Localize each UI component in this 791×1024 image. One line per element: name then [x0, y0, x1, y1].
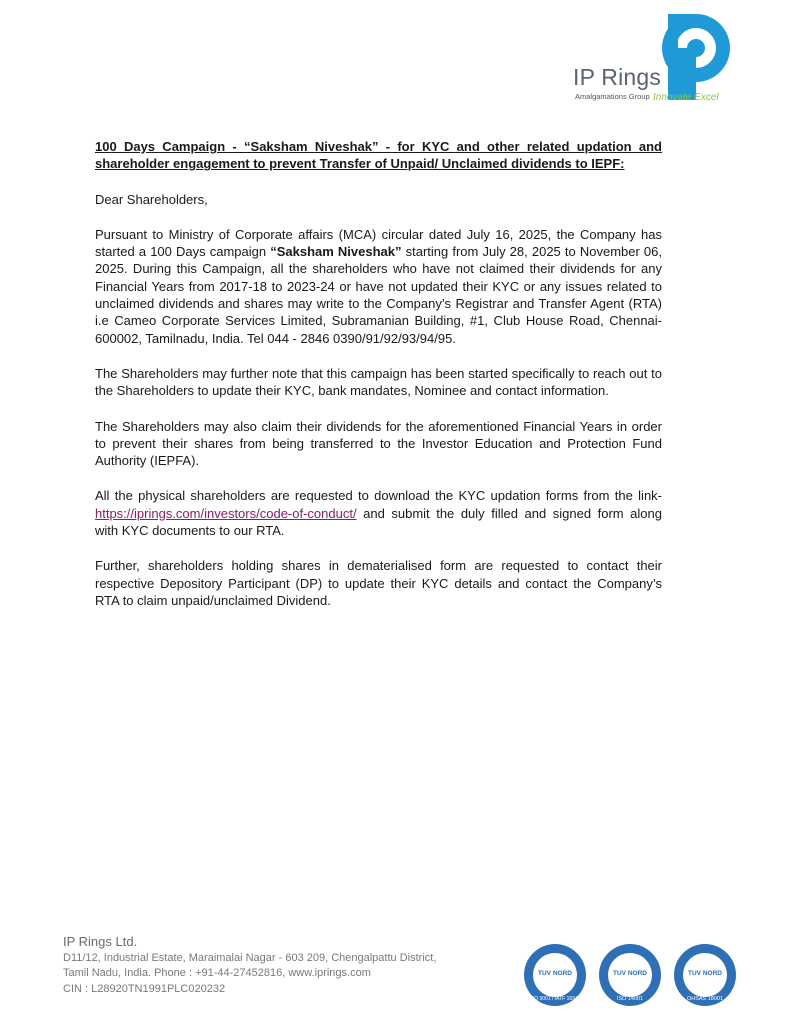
logo-name: IP Rings: [573, 64, 662, 90]
paragraph-text: and submit the duly filled and signed form along with KYC documents to our RTA.: [95, 505, 662, 539]
certification-seal-icon: [522, 942, 588, 1008]
footer-address-line: D11/12, Industrial Estate, Maraimalai Nagar - 603 209, Chengalpattu District,: [63, 951, 437, 964]
seal-standard: OHSAS 18001: [686, 996, 724, 1002]
footer-cin: CIN : L28920TN1991PLC020232: [63, 982, 226, 995]
seal-standard: ISO 14001: [616, 996, 644, 1002]
paragraph-purpose: The Shareholders may further note that this campaign has been started specifically to reach out to the Shareholders to update their KYC, bank mandates, Nominee and contact information.: [95, 365, 662, 399]
paragraph-text: Pursuant to Ministry of Corporate affairs (MCA) circular dated July 16, 2025, the Company has started a 100 Days campaign: [95, 226, 662, 260]
campaign-name: “Saksham Niveshak”: [270, 244, 402, 260]
logo-tagline: Innovate Excel: [653, 92, 719, 103]
footer-address-line: Tamil Nadu, India. Phone : +91-44-27452816, www.iprings.com: [63, 967, 371, 979]
paragraph-kyc-forms: [95, 487, 662, 539]
paragraph-text: starting from July 28, 2025 to November 06, 2025. During this Campaign, all the shareholders who have not claimed their dividends for any Financial Years from 2017-18 to 2023-24 or have not updated their KYC or any issues related to unclaimed dividends and shares may write to the Company’s Registrar and Transfer Agent (RTA) i.e Cameo Corporate Services Limited, Subramanian Building, #1, Club House Road, Chennai- 600002, Tamilnadu, India. Tel 044 - 2846 0390/91/92/93/94/95.: [95, 244, 662, 346]
certification-seal-icon: [672, 942, 738, 1008]
footer-company: IP Rings Ltd.: [63, 934, 138, 949]
seal-brand: TUV NORD: [538, 970, 572, 977]
seal-brand: TUV NORD: [688, 970, 722, 977]
kyc-forms-link[interactable]: https://iprings.com/investors/code-of-conduct/: [95, 505, 357, 521]
logo-group: Amalgamations Group: [575, 92, 650, 101]
paragraph-text: All the physical shareholders are requested to download the KYC updation forms from the link-: [95, 488, 662, 504]
paragraph-demat: Further, shareholders holding shares in dematerialised form are requested to contact their respective Depository Participant (DP) to update their KYC details and contact the Company’s RTA to claim unpaid/unclaimed Dividend.: [95, 558, 662, 608]
greeting: Dear Shareholders,: [95, 191, 208, 207]
seal-standard: ISO 9001 / IATF 16949: [529, 996, 581, 1002]
letter-body: [95, 138, 662, 627]
paragraph-campaign: [95, 226, 662, 347]
footer-address: [63, 934, 436, 997]
seal-brand: TUV NORD: [613, 970, 647, 977]
letter-heading: 100 Days Campaign - “Saksham Niveshak” - for KYC and other related updation and shareholder engagement to prevent Transfer of Unpaid/ Unclaimed dividends to IEPF:: [95, 139, 662, 172]
certification-seal-icon: [597, 942, 663, 1008]
paragraph-claim: The Shareholders may also claim their dividends for the aforementioned Financial Years in order to prevent their shares from being transferred to the Investor Education and Protection Fund Authority (IEPFA).: [95, 418, 662, 469]
